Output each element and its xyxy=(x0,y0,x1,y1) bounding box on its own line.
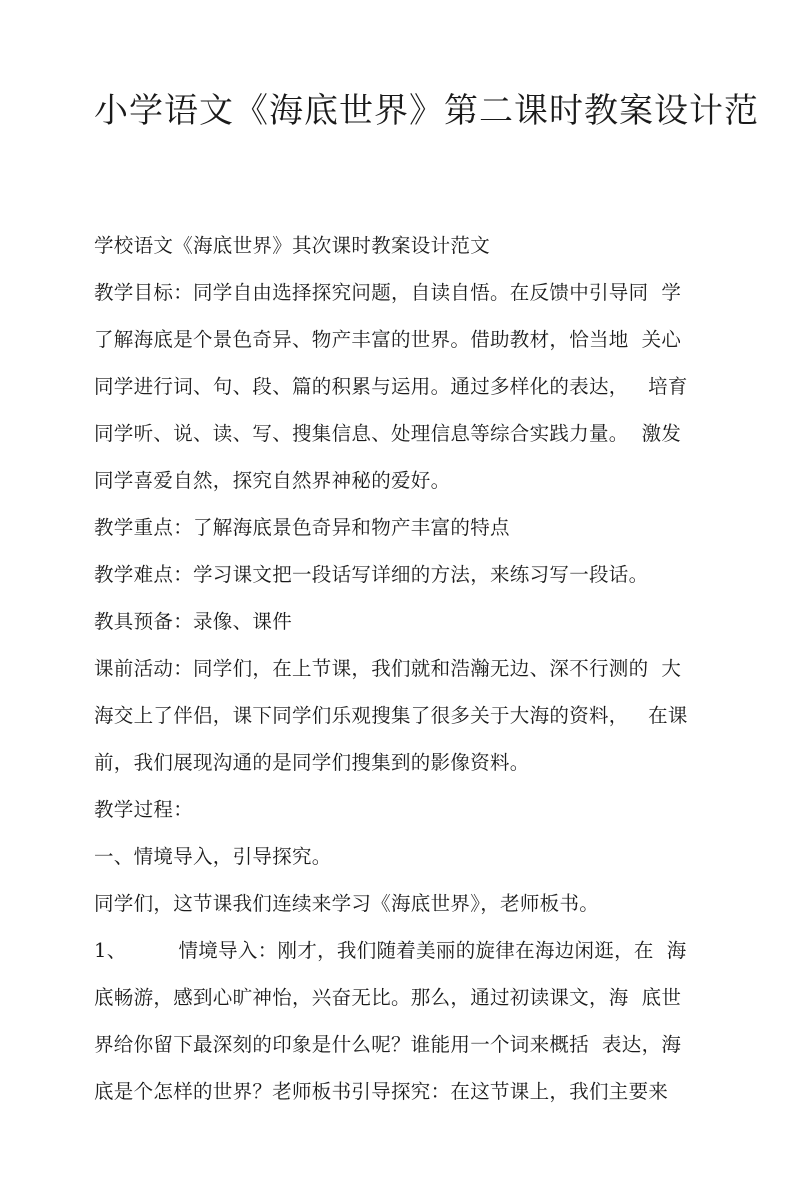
text-line: 课前活动：同学们，在上节课，我们就和浩瀚无边、深不行测的 大 xyxy=(94,657,682,680)
text-line: 底是个怎样的世界？老师板书引导探究：在这节课上，我们主要来 xyxy=(94,1080,669,1103)
text-line: 1、 情境导入：刚才，我们随着美丽的旋律在海边闲逛，在 海 xyxy=(94,939,687,962)
document-title: 小学语文《海底世界》第二课时教案设计范 xyxy=(94,91,759,131)
text-line: 教具预备：录像、课件 xyxy=(94,610,293,633)
text-line: 教学重点：了解海底景色奇异和物产丰富的特点 xyxy=(94,516,510,539)
text-line: 教学目标：同学自由选择探究问题，自读自悟。在反馈中引导同 学 xyxy=(94,281,682,304)
text-line: 同学进行词、句、段、篇的积累与运用。通过多样化的表达， 培育 xyxy=(94,375,688,398)
document-body xyxy=(94,222,724,1115)
text-line: 海交上了伴侣，课下同学们乐观搜集了很多关于大海的资料， 在课 xyxy=(94,704,688,727)
text-line: 学校语文《海底世界》其次课时教案设计范文 xyxy=(94,234,491,257)
text-line: 界给你留下最深刻的印象是什么呢？谁能用一个词来概括 表达，海 xyxy=(94,1033,682,1056)
text-line: 了解海底是个景色奇异、物产丰富的世界。借助教材，恰当地 关心 xyxy=(94,328,682,351)
text-line: 一、情境导入，引导探究。 xyxy=(94,845,332,868)
text-line: 同学听、说、读、写、搜集信息、处理信息等综合实践力量。 激发 xyxy=(94,422,682,445)
text-line: 同学们，这节课我们连续来学习《海底世界》，老师板书。 xyxy=(94,892,600,915)
text-line: 底畅游，感到心旷神怡，兴奋无比。那么，通过初读课文，海 底世 xyxy=(94,986,682,1009)
text-line: 教学过程： xyxy=(94,798,194,821)
text-line: 前，我们展现沟通的是同学们搜集到的影像资料。 xyxy=(94,751,530,774)
text-line: 教学难点：学习课文把一段话写详细的方法，来练习写一段话。 xyxy=(94,563,649,586)
text-line: 同学喜爱自然，探究自然界神秘的爱好。 xyxy=(94,469,451,492)
